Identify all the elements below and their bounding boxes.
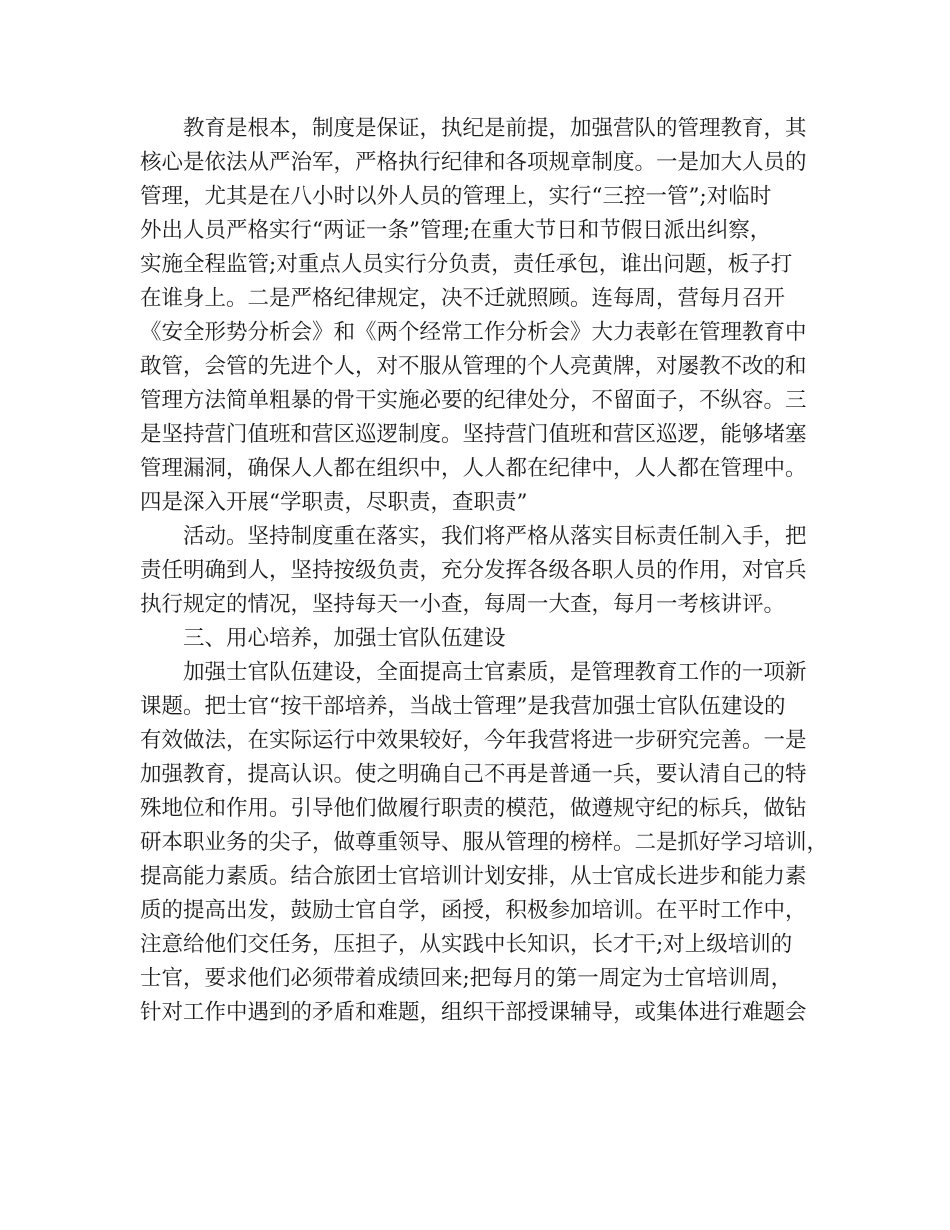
text-line: 加强教育，提高认识。使之明确自己不再是普通一兵，要认清自己的特 bbox=[140, 762, 807, 787]
text-line: 核心是依法从严治军，严格执行纪律和各项规章制度。一是加大人员的 bbox=[140, 150, 807, 175]
text-line: 提高能力素质。结合旅团士官培训计划安排，从士官成长进步和能力素 bbox=[140, 864, 807, 889]
text-line: 活动。坚持制度重在落实，我们将严格从落实目标责任制入手，把 bbox=[183, 524, 807, 549]
text-line: 管理，尤其是在八小时以外人员的管理上，实行“三控一管”;对临时 bbox=[140, 184, 772, 209]
body-text bbox=[140, 112, 830, 1030]
text-line: 教育是根本，制度是保证，执纪是前提，加强营队的管理教育，其 bbox=[183, 116, 807, 141]
text-line: 士官，要求他们必须带着成绩回来;把每月的第一周定为士官培训周， bbox=[140, 966, 793, 991]
text-line: 实施全程监管;对重点人员实行分负责，责任承包，谁出问题，板子打 bbox=[140, 252, 793, 277]
text-line: 研本职业务的尖子，做尊重领导、服从管理的榜样。二是抓好学习培训， bbox=[140, 830, 829, 855]
text-line: 在谁身上。二是严格纪律规定，决不迁就照顾。连每周，营每月召开 bbox=[140, 286, 786, 311]
text-line: 管理方法简单粗暴的骨干实施必要的纪律处分，不留面子，不纵容。三 bbox=[140, 388, 807, 413]
text-line: 质的提高出发，鼓励士官自学，函授，积极参加培训。在平时工作中， bbox=[140, 898, 807, 923]
text-line: 是坚持营门值班和营区巡逻制度。坚持营门值班和营区巡逻，能够堵塞 bbox=[140, 422, 807, 447]
text-line: 外出人员严格实行“两证一条”管理;在重大节日和节假日派出纠察， bbox=[140, 218, 772, 243]
text-line: 管理漏洞，确保人人都在组织中，人人都在纪律中，人人都在管理中。 bbox=[140, 456, 807, 481]
text-line: 四是深入开展“学职责，尽职责，查职责” bbox=[140, 490, 528, 515]
text-line: 三、用心培养，加强士官队伍建设 bbox=[183, 626, 506, 651]
text-line: 加强士官队伍建设，全面提高士官素质，是管理教育工作的一项新 bbox=[183, 660, 807, 685]
text-line: 《安全形势分析会》和《两个经常工作分析会》大力表彰在管理教育中 bbox=[140, 320, 807, 345]
text-line: 殊地位和作用。引导他们做履行职责的模范，做遵规守纪的标兵，做钻 bbox=[140, 796, 807, 821]
text-line: 执行规定的情况，坚持每天一小查，每周一大查，每月一考核讲评。 bbox=[140, 592, 786, 617]
text-line: 注意给他们交任务，压担子，从实践中长知识，长才干;对上级培训的 bbox=[140, 932, 793, 957]
text-line: 课题。把士官“按干部培养，当战士管理”是我营加强士官队伍建设的 bbox=[140, 694, 786, 719]
text-line: 针对工作中遇到的矛盾和难题，组织干部授课辅导，或集体进行难题会 bbox=[140, 1000, 807, 1025]
text-line: 敢管，会管的先进个人，对不服从管理的个人亮黄牌，对屡教不改的和 bbox=[140, 354, 807, 379]
text-line: 责任明确到人，坚持按级负责，充分发挥各级各职人员的作用，对官兵 bbox=[140, 558, 807, 583]
text-line: 有效做法，在实际运行中效果较好，今年我营将进一步研究完善。一是 bbox=[140, 728, 807, 753]
